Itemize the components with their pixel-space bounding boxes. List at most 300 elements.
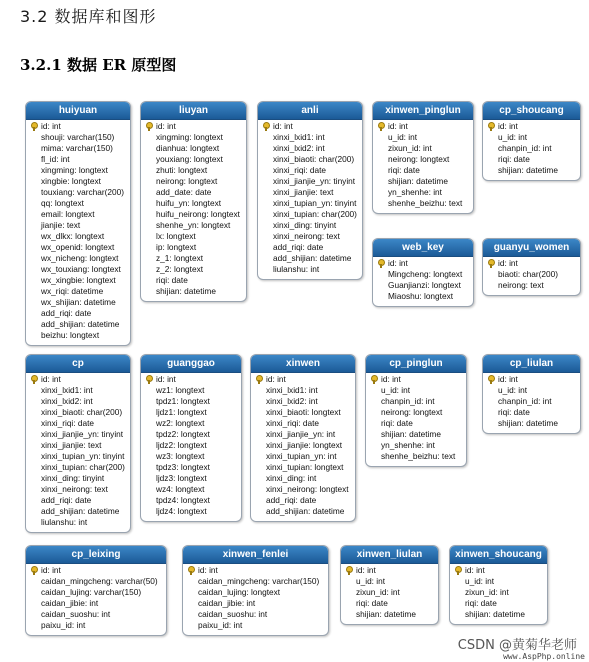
field-label: zhuti: longtext [156,165,208,175]
entity-field [30,176,127,187]
field-label: xinxi_riqi: date [273,165,327,175]
entity-field [30,198,127,209]
entity-field [30,231,127,242]
field-label: riqi: date [498,407,530,417]
entity-cp [25,354,131,533]
field-label: riqi: date [381,418,413,428]
field-label: shenhe_yn: longtext [156,220,231,230]
entity-field [377,132,470,143]
entity-field [370,451,463,462]
key-icon [454,566,462,575]
entity-field [370,385,463,396]
field-label: neirong: text [498,280,544,290]
field-label: shijian: datetime [498,165,558,175]
entity-field [487,132,577,143]
entity-field [30,462,127,473]
field-label: add_shijian: datetime [41,506,120,516]
field-label: riqi: date [465,598,497,608]
field-label: chanpin_id: int [381,396,435,406]
field-label: z_1: longtext [156,253,204,263]
entity-field [30,275,127,286]
entity-field [30,418,127,429]
entity-field [255,451,352,462]
entity-field [145,242,243,253]
key-icon [262,122,270,131]
key-icon [145,375,153,384]
entity-title: xinwen_pinglun [373,102,473,120]
primary-key-field [30,374,127,385]
field-label: u_id: int [356,576,386,586]
entity-field [262,132,359,143]
field-label: touxiang: varchar(200) [41,187,125,197]
field-label: id: int [381,374,401,384]
entity-cp-liulan [482,354,581,434]
field-label: wx_xingbie: longtext [41,275,116,285]
entity-field [30,620,163,631]
entity-field [187,620,325,631]
watermark: CSDN @黄菊华老师 [457,638,577,653]
field-label: ljdz3: longtext [156,473,207,483]
entity-field [377,198,470,209]
entity-field [30,308,127,319]
key-icon [145,122,153,131]
field-label: xinxi_ding: tinyint [273,220,337,230]
field-label: id: int [356,565,376,575]
field-label: xinxi_jianjie_yn: tinyint [273,176,356,186]
entity-field [487,269,577,280]
entity-field [255,440,352,451]
entity-field [145,429,238,440]
field-label: shenhe_beizhu: text [381,451,456,461]
entity-field [370,429,463,440]
field-label: shenhe_beizhu: text [388,198,463,208]
entity-title: anli [258,102,362,120]
entity-field [454,576,544,587]
field-label: wx_nicheng: longtext [41,253,119,263]
field-label: liulanshu: int [273,264,320,274]
field-label: xinxi_tupian: char(200) [41,462,125,472]
entity-field [262,231,359,242]
field-label: add_riqi: date [41,495,92,505]
entity-field [30,609,163,620]
entity-field [262,165,359,176]
field-label: caidan_mingcheng: varchar(50) [41,576,158,586]
entity-title: guanyu_women [483,239,580,257]
entity-title: cp_pinglun [366,355,466,373]
entity-field [30,165,127,176]
entity-field [145,451,238,462]
field-label: xinxi_tupian_yn: tinyint [41,451,125,461]
entity-field [370,407,463,418]
primary-key-field [370,374,463,385]
field-label: xingming: longtext [156,132,223,142]
field-label: u_id: int [381,385,411,395]
entity-title: cp_leixing [26,546,166,564]
field-label: xinxi_jianjie: text [41,440,102,450]
entity-anli [257,101,363,280]
field-label: xinxi_tupian_yn: tinyint [273,198,357,208]
entity-field [145,187,243,198]
field-label: xinxi_riqi: date [41,418,95,428]
entity-guanggao [140,354,242,522]
entity-field [487,418,577,429]
entity-field [255,473,352,484]
field-label: add_shijian: datetime [273,253,352,263]
field-label: xinxi_lxid2: int [266,396,318,406]
entity-field [145,253,243,264]
entity-field [454,587,544,598]
entity-cp-leixing [25,545,167,636]
entity-field [145,209,243,220]
key-icon [187,566,195,575]
field-label: Miaoshu: longtext [388,291,454,301]
entity-field [30,429,127,440]
field-label: neirong: longtext [388,154,450,164]
field-label: tpdz3: longtext [156,462,210,472]
entity-field [187,576,325,587]
entity-field [255,385,352,396]
entity-field [262,209,359,220]
entity-field [145,473,238,484]
field-label: id: int [498,121,518,131]
entity-field [370,440,463,451]
entity-field [487,407,577,418]
entity-field [145,154,243,165]
field-label: lx: longtext [156,231,196,241]
field-label: shouji: varchar(150) [41,132,115,142]
entity-field [487,280,577,291]
subsection-heading: 3.2.1 数据 ER 原型图 [20,56,177,74]
field-label: id: int [498,258,518,268]
entity-field [30,286,127,297]
primary-key-field [187,565,325,576]
entity-field [30,319,127,330]
entity-field [30,330,127,341]
entity-field [145,165,243,176]
entity-field [30,297,127,308]
field-label: u_id: int [388,132,418,142]
field-label: xinxi_jianjie: text [273,187,334,197]
field-label: zixun_id: int [465,587,509,597]
field-label: wz1: longtext [156,385,205,395]
entity-field [145,418,238,429]
entity-field [377,269,470,280]
entity-field [255,396,352,407]
watermark-url: www.AspPhp.online [503,652,585,661]
entity-field [30,484,127,495]
field-label: id: int [156,374,176,384]
field-label: xinxi_jianjie: longtext [266,440,343,450]
entity-field [30,154,127,165]
entity-field [145,462,238,473]
entity-field [262,143,359,154]
entity-field [345,598,435,609]
field-label: beizhu: longtext [41,330,100,340]
entity-field [145,132,243,143]
entity-title: huiyuan [26,102,130,120]
primary-key-field [487,374,577,385]
field-label: caidan_lujing: longtext [198,587,281,597]
field-label: chanpin_id: int [498,396,552,406]
field-label: wz2: longtext [156,418,205,428]
field-label: add_shijian: datetime [41,319,120,329]
key-icon [377,259,385,268]
field-label: xinxi_neirong: text [41,484,108,494]
field-label: paixu_id: int [41,620,86,630]
field-label: add_date: date [156,187,212,197]
field-label: caidan_suoshu: int [41,609,111,619]
field-label: wx_dlkx: longtext [41,231,105,241]
entity-title: liuyan [141,102,246,120]
entity-field [187,609,325,620]
primary-key-field [345,565,435,576]
key-icon [487,122,495,131]
entity-field [145,506,238,517]
field-label: xinxi_jianjie_yn: int [266,429,336,439]
field-label: wx_touxiang: longtext [41,264,121,274]
entity-field [377,165,470,176]
field-label: yn_shenhe: int [381,440,435,450]
primary-key-field [377,258,470,269]
entity-field [262,176,359,187]
field-label: id: int [41,121,61,131]
field-label: chanpin_id: int [498,143,552,153]
key-icon [345,566,353,575]
field-label: neirong: longtext [156,176,218,186]
field-label: u_id: int [498,132,528,142]
entity-field [145,264,243,275]
entity-field [255,407,352,418]
entity-field [30,517,127,528]
field-label: shijian: datetime [381,429,441,439]
entity-field [30,264,127,275]
field-label: caidan_jibie: int [41,598,99,608]
primary-key-field [145,121,243,132]
entity-field [145,286,243,297]
field-label: wx_riqi: datetime [41,286,104,296]
field-label: u_id: int [465,576,495,586]
field-label: tpdz4: longtext [156,495,210,505]
field-label: huifu_yn: longtext [156,198,222,208]
field-label: youxiang: longtext [156,154,223,164]
field-label: qq: longtext [41,198,84,208]
field-label: xinxi_riqi: date [266,418,320,428]
entity-field [377,187,470,198]
field-label: Mingcheng: longtext [388,269,463,279]
field-label: shijian: datetime [156,286,216,296]
entity-field [30,220,127,231]
entity-field [255,418,352,429]
field-label: xinxi_neirong: text [273,231,340,241]
entity-field [30,451,127,462]
entity-field [30,187,127,198]
field-label: add_riqi: date [273,242,324,252]
field-label: riqi: date [498,154,530,164]
field-label: caidan_suoshu: int [198,609,268,619]
entity-field [377,176,470,187]
entity-title: xinwen_shoucang [450,546,547,564]
field-label: riqi: date [156,275,188,285]
field-label: add_shijian: datetime [266,506,345,516]
entity-field [145,198,243,209]
field-label: caidan_lujing: varchar(150) [41,587,142,597]
field-label: xinxi_biaoti: longtext [266,407,341,417]
entity-field [454,609,544,620]
key-icon [30,375,38,384]
entity-field [145,385,238,396]
field-label: dianhua: longtext [156,143,220,153]
key-icon [370,375,378,384]
entity-field [30,587,163,598]
field-label: huifu_neirong: longtext [156,209,240,219]
field-label: xinxi_neirong: longtext [266,484,349,494]
field-label: xingbie: longtext [41,176,101,186]
entity-title: guanggao [141,355,241,373]
entity-field [30,440,127,451]
entity-field [30,396,127,407]
field-label: mima: varchar(150) [41,143,113,153]
entity-field [377,154,470,165]
entity-field [30,473,127,484]
field-label: wz3: longtext [156,451,205,461]
entity-field [262,253,359,264]
field-label: shijian: datetime [356,609,416,619]
field-label: caidan_jibie: int [198,598,256,608]
field-label: id: int [273,121,293,131]
entity-xinwen-fenlei [182,545,329,636]
field-label: id: int [498,374,518,384]
field-label: riqi: date [388,165,420,175]
entity-title: xinwen_fenlei [183,546,328,564]
field-label: biaoti: char(200) [498,269,558,279]
field-label: ip: longtext [156,242,197,252]
entity-field [30,407,127,418]
entity-huiyuan [25,101,131,346]
entity-xinwen-shoucang [449,545,548,625]
primary-key-field [487,258,577,269]
field-label: id: int [41,374,61,384]
entity-field [262,220,359,231]
field-label: id: int [156,121,176,131]
primary-key-field [454,565,544,576]
entity-field [262,154,359,165]
primary-key-field [30,565,163,576]
field-label: fl_id: int [41,154,70,164]
entity-title: xinwen [251,355,355,373]
field-label: tpdz1: longtext [156,396,210,406]
entity-field [30,242,127,253]
field-label: add_riqi: date [266,495,317,505]
entity-field [487,143,577,154]
entity-field [30,253,127,264]
entity-field [145,220,243,231]
field-label: u_id: int [498,385,528,395]
field-label: xinxi_tupian: longtext [266,462,344,472]
section-heading: 3.2 数据库和图形 [20,7,157,26]
field-label: liulanshu: int [41,517,88,527]
field-label: xinxi_lxid1: int [266,385,318,395]
entity-field [345,609,435,620]
entity-field [30,576,163,587]
field-label: xingming: longtext [41,165,108,175]
entity-xinwen-liulan [340,545,439,625]
key-icon [487,375,495,384]
entity-field [145,396,238,407]
key-icon [377,122,385,131]
field-label: caidan_mingcheng: varchar(150) [198,576,320,586]
primary-key-field [262,121,359,132]
field-label: id: int [266,374,286,384]
primary-key-field [377,121,470,132]
entity-field [30,132,127,143]
entity-field [262,198,359,209]
entity-field [145,176,243,187]
entity-field [30,506,127,517]
entity-title: web_key [373,239,473,257]
primary-key-field [30,121,127,132]
entity-field [487,396,577,407]
field-label: zixun_id: int [356,587,400,597]
field-label: xinxi_lxid2: int [273,143,325,153]
entity-field [255,495,352,506]
entity-field [377,143,470,154]
field-label: Guanjianzi: longtext [388,280,461,290]
field-label: add_riqi: date [41,308,92,318]
field-label: xinxi_jianjie_yn: tinyint [41,429,124,439]
field-label: wx_openid: longtext [41,242,115,252]
field-label: paixu_id: int [198,620,243,630]
field-label: xinxi_biaoti: char(200) [273,154,355,164]
primary-key-field [487,121,577,132]
entity-field [30,385,127,396]
field-label: ljdz4: longtext [156,506,207,516]
entity-field [145,484,238,495]
entity-field [145,440,238,451]
field-label: id: int [465,565,485,575]
primary-key-field [255,374,352,385]
field-label: email: longtext [41,209,95,219]
field-label: xinxi_biaoti: char(200) [41,407,123,417]
field-label: id: int [198,565,218,575]
field-label: shijian: datetime [498,418,558,428]
entity-field [255,462,352,473]
entity-field [487,385,577,396]
key-icon [487,259,495,268]
field-label: yn_shenhe: int [388,187,442,197]
entity-cp-shoucang [482,101,581,181]
field-label: ljdz2: longtext [156,440,207,450]
entity-title: cp [26,355,130,373]
entity-liuyan [140,101,247,302]
entity-xinwen [250,354,356,522]
entity-title: cp_liulan [483,355,580,373]
entity-field [262,242,359,253]
field-label: wz4: longtext [156,484,205,494]
field-label: xinxi_tupian: char(200) [273,209,357,219]
field-label: xinxi_ding: int [266,473,317,483]
entity-cp-pinglun [365,354,467,467]
entity-field [345,576,435,587]
entity-field [30,143,127,154]
field-label: id: int [388,121,408,131]
entity-xinwen-pinglun [372,101,474,214]
field-label: xinxi_tupian_yn: int [266,451,337,461]
entity-field [145,275,243,286]
entity-field [145,143,243,154]
field-label: ljdz1: longtext [156,407,207,417]
entity-field [255,484,352,495]
primary-key-field [145,374,238,385]
